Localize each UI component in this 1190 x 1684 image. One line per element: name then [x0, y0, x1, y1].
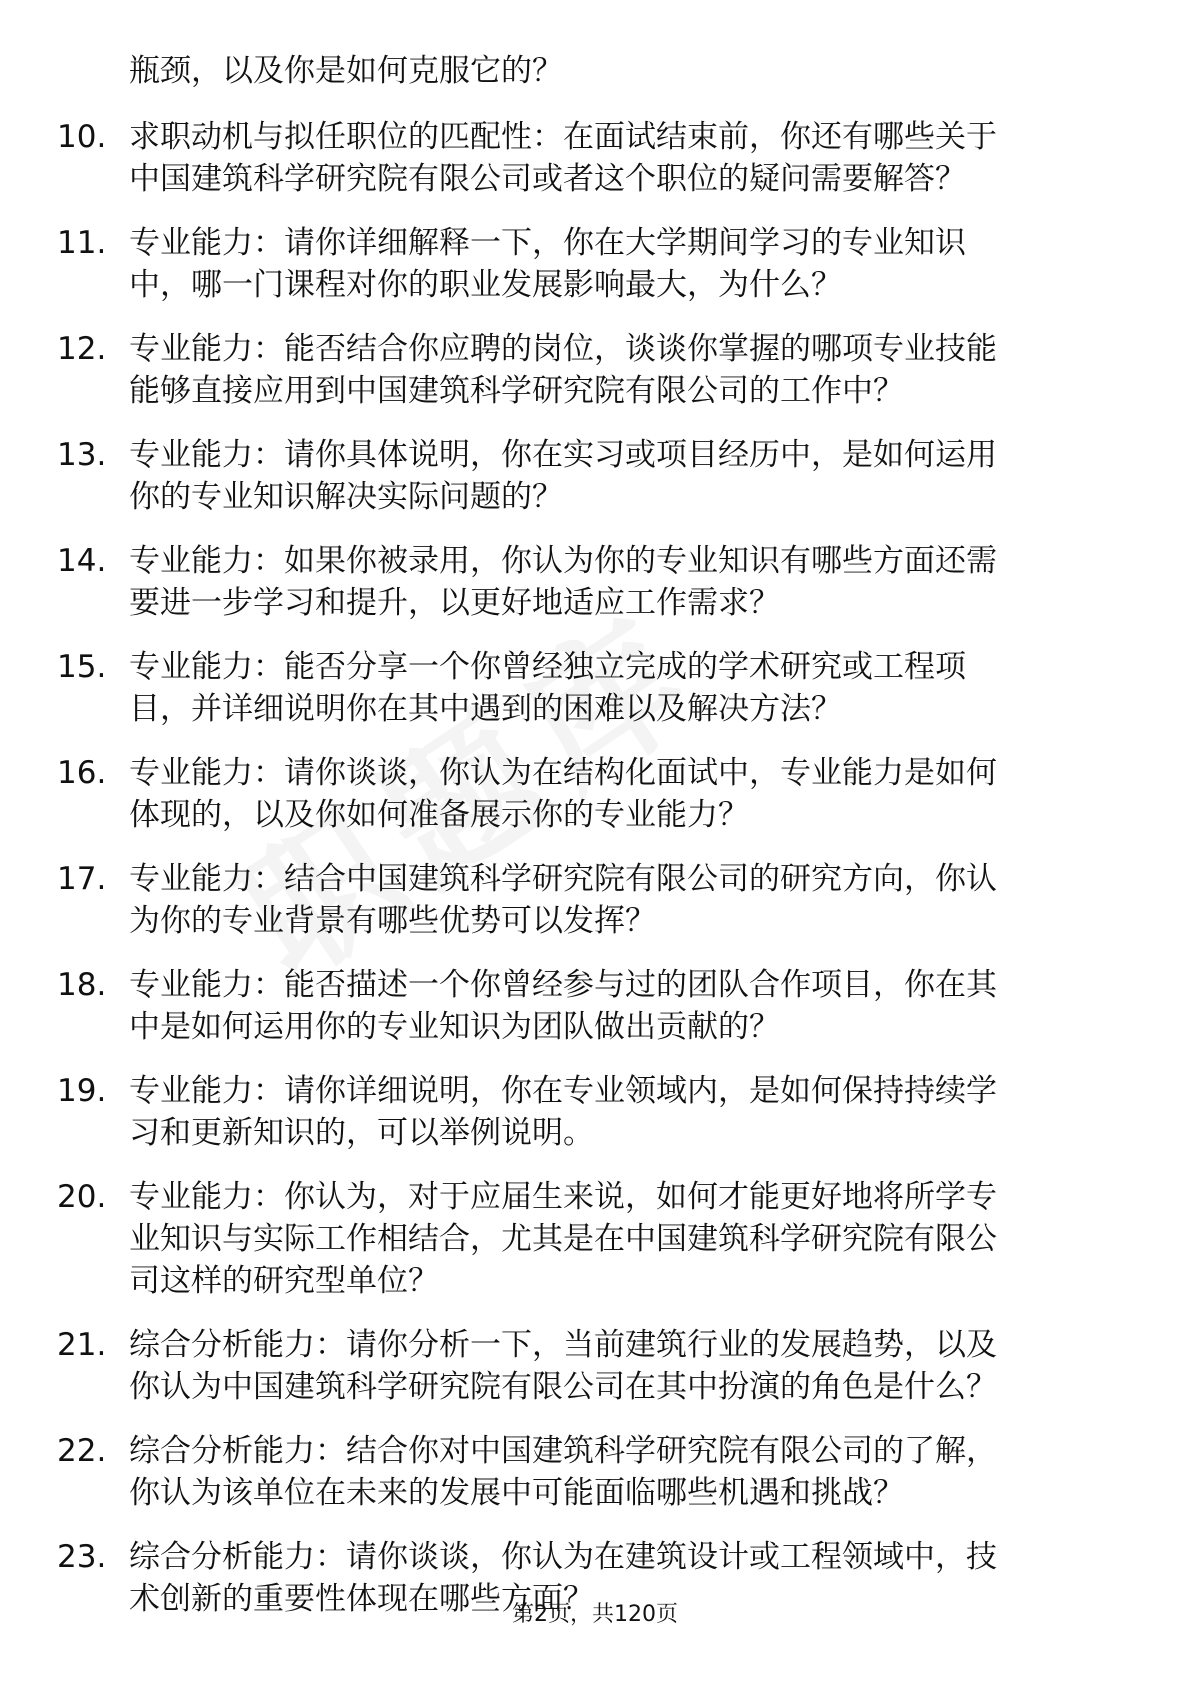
question-text-line: 司这样的研究型单位？: [129, 1263, 439, 1299]
question-number: 11.: [57, 225, 107, 261]
question-text-line: 体现的，以及你如何准备展示你的专业能力？: [129, 797, 749, 833]
question-text-line: 目，并详细说明你在其中遇到的困难以及解决方法？: [129, 691, 842, 727]
question-item: [0, 116, 1190, 200]
question-list: [0, 116, 1190, 1642]
question-text-line: 专业能力：请你谈谈，你认为在结构化面试中，专业能力是如何: [129, 755, 997, 791]
question-text-line: 中国建筑科学研究院有限公司或者这个职位的疑问需要解答？: [129, 161, 966, 197]
question-item: [0, 752, 1190, 836]
question-text-line: 为你的专业背景有哪些优势可以发挥？: [129, 903, 656, 939]
continuation-line: 瓶颈，以及你是如何克服它的？: [129, 53, 563, 89]
question-text-line: 专业能力：能否描述一个你曾经参与过的团队合作项目，你在其: [129, 967, 997, 1003]
question-text-line: 专业能力：请你详细说明，你在专业领域内，是如何保持持续学: [129, 1073, 997, 1109]
question-text-line: 中是如何运用你的专业知识为团队做出贡献的？: [129, 1009, 780, 1045]
question-text-line: 综合分析能力：请你谈谈，你认为在建筑设计或工程领域中，技: [129, 1539, 997, 1575]
question-number: 18.: [57, 967, 107, 1003]
question-item: [0, 1070, 1190, 1154]
question-item: [0, 222, 1190, 306]
question-number: 23.: [57, 1539, 107, 1575]
question-text-line: 专业能力：能否结合你应聘的岗位，谈谈你掌握的哪项专业技能: [129, 331, 997, 367]
question-text-line: 综合分析能力：结合你对中国建筑科学研究院有限公司的了解，: [129, 1433, 997, 1469]
question-number: 12.: [57, 331, 107, 367]
question-text-line: 要进一步学习和提升，以更好地适应工作需求？: [129, 585, 780, 621]
question-text-line: 专业能力：结合中国建筑科学研究院有限公司的研究方向，你认: [129, 861, 997, 897]
page-footer: 第2页，共120页: [512, 1602, 678, 1627]
question-text-line: 求职动机与拟任职位的匹配性：在面试结束前，你还有哪些关于: [129, 119, 997, 155]
question-text-line: 专业能力：能否分享一个你曾经独立完成的学术研究或工程项: [129, 649, 966, 685]
question-number: 19.: [57, 1073, 107, 1109]
question-text-line: 你的专业知识解决实际问题的？: [129, 479, 563, 515]
question-number: 15.: [57, 649, 107, 685]
question-text-line: 术创新的重要性体现在哪些方面？: [129, 1581, 594, 1617]
question-number: 22.: [57, 1433, 107, 1469]
question-text-line: 能够直接应用到中国建筑科学研究院有限公司的工作中？: [129, 373, 904, 409]
question-text-line: 专业能力：请你具体说明，你在实习或项目经历中，是如何运用: [129, 437, 997, 473]
question-number: 21.: [57, 1327, 107, 1363]
question-text-line: 习和更新知识的，可以举例说明。: [129, 1115, 594, 1151]
question-item: [0, 1324, 1190, 1408]
question-number: 20.: [57, 1179, 107, 1215]
question-item: [0, 1176, 1190, 1302]
question-item: [0, 646, 1190, 730]
question-number: 16.: [57, 755, 107, 791]
question-item: [0, 1430, 1190, 1514]
question-text-line: 你认为中国建筑科学研究院有限公司在其中扮演的角色是什么？: [129, 1369, 997, 1405]
question-number: 13.: [57, 437, 107, 473]
question-item: [0, 858, 1190, 942]
question-text-line: 综合分析能力：请你分析一下，当前建筑行业的发展趋势，以及: [129, 1327, 997, 1363]
question-item: [0, 540, 1190, 624]
question-text-line: 专业能力：你认为，对于应届生来说，如何才能更好地将所学专: [129, 1179, 997, 1215]
question-number: 14.: [57, 543, 107, 579]
question-text-line: 中，哪一门课程对你的职业发展影响最大，为什么？: [129, 267, 842, 303]
question-text-line: 业知识与实际工作相结合，尤其是在中国建筑科学研究院有限公: [129, 1221, 997, 1257]
question-text-line: 你认为该单位在未来的发展中可能面临哪些机遇和挑战？: [129, 1475, 904, 1511]
question-number: 10.: [57, 119, 107, 155]
question-number: 17.: [57, 861, 107, 897]
question-text-line: 专业能力：请你详细解释一下，你在大学期间学习的专业知识: [129, 225, 966, 261]
question-text-line: 专业能力：如果你被录用，你认为你的专业知识有哪些方面还需: [129, 543, 997, 579]
question-item: [0, 964, 1190, 1048]
question-item: [0, 434, 1190, 518]
question-item: [0, 328, 1190, 412]
